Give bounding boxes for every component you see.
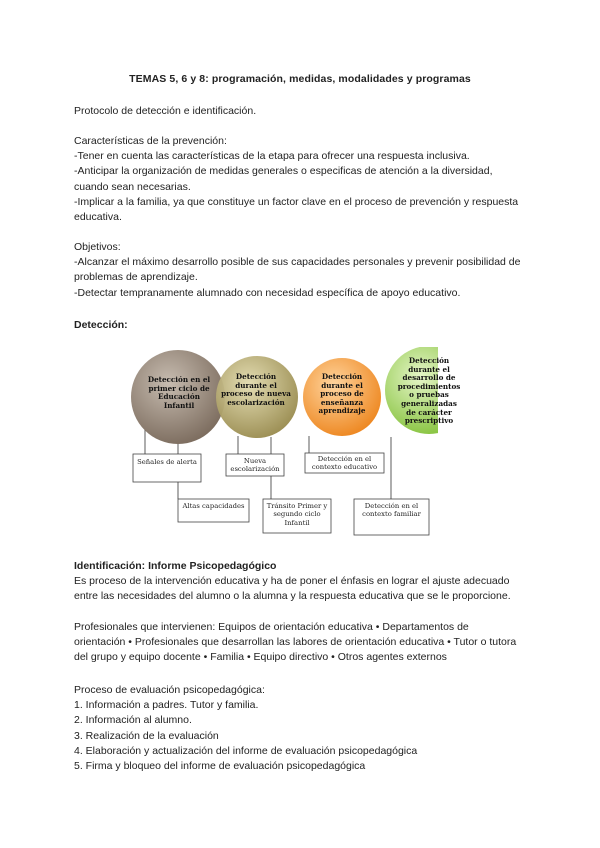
identification-line: entre las necesidades del alumno o la alumna y la respuesta educativa que se le proporcione. [74, 590, 511, 603]
objectives-heading: Objetivos: [74, 241, 121, 253]
box-label: Altas capacidades [182, 502, 245, 510]
circle-label: Detección durante el desarrollo de procedimientos o pruebas generalizadas de carácter prescriptivo [397, 356, 461, 426]
professionals-line: Profesionales que intervienen: Equipos de orientación educativa • Departamentos de [74, 621, 469, 633]
circle-label: Detección en el primer ciclo de Educación Infantil [147, 375, 211, 410]
process-step: 5. Firma y bloqueo del informe de evaluación psicopedagógica [74, 760, 366, 773]
process-heading: Proceso de evaluación psicopedagógica: [74, 684, 265, 696]
box-label: Señales de alerta [137, 458, 197, 466]
process-step: 2. Información al alumno. [74, 714, 192, 727]
protocol-line: Protocolo de detección e identificación. [74, 105, 257, 117]
professionals-line: del grupo y equipo docente • Familia • Equipo directivo • Otros agentes externos [74, 651, 447, 664]
box-label: Detección en el contexto familiar [362, 502, 421, 519]
process-section [74, 683, 528, 774]
box-label: Tránsito Primer y segundo ciclo Infantil [266, 502, 328, 527]
prevention-line: -Tener en cuenta las características de la etapa para ofrecer una respuesta inclusiva. [74, 150, 470, 163]
identification-heading: Identificación: Informe Psicopedagógico [74, 560, 277, 572]
prevention-heading: Características de la prevención: [74, 135, 227, 147]
prevention-line: cuando sean necesarias. [74, 180, 191, 193]
prevention-line: educativa. [74, 211, 122, 224]
professionals-line: orientación • Profesionales que desarrollan las labores de orientación educativa • Tutor o tutora [74, 636, 517, 649]
objective-line: -Detectar tempranamente alumnado con necesidad específica de apoyo educativo. [74, 286, 461, 299]
detection-diagram [128, 347, 461, 547]
process-step: 3. Realización de la evaluación [74, 729, 219, 742]
professionals-section [74, 620, 528, 666]
objectives-section [74, 240, 528, 301]
identification-line: Es proceso de la intervención educativa y ha de poner el énfasis en lograr el ajuste adecuado [74, 575, 510, 588]
page-title: TEMAS 5, 6 y 8: programación, medidas, modalidades y programas [129, 73, 471, 85]
identification-section [74, 559, 528, 605]
box-label: Detección en el contexto educativo [311, 455, 378, 472]
process-step: 4. Elaboración y actualización del informe de evaluación psicopedagógica [74, 744, 418, 757]
objective-line: problemas de aprendizaje. [74, 271, 198, 284]
prevention-section [74, 134, 528, 225]
box-label: Nueva escolarización [230, 457, 280, 474]
prevention-line: -Anticipar la organización de medidas generales o especificas de atención a la diversidad, [74, 165, 493, 178]
detection-heading: Detección: [74, 319, 128, 331]
circle-label: Detección durante el proceso de nueva escolarización [221, 372, 291, 407]
circle-label: Detección durante el proceso de enseñanza aprendizaje [318, 372, 366, 416]
prevention-line: -Implicar a la familia, ya que constituye un factor clave en el proceso de prevención y respuesta [74, 195, 519, 208]
process-step: 1. Información a padres. Tutor y familia. [74, 699, 259, 712]
objective-line: -Alcanzar el máximo desarrollo posible de sus capacidades personales y prevenir posibilidad de [74, 256, 521, 269]
